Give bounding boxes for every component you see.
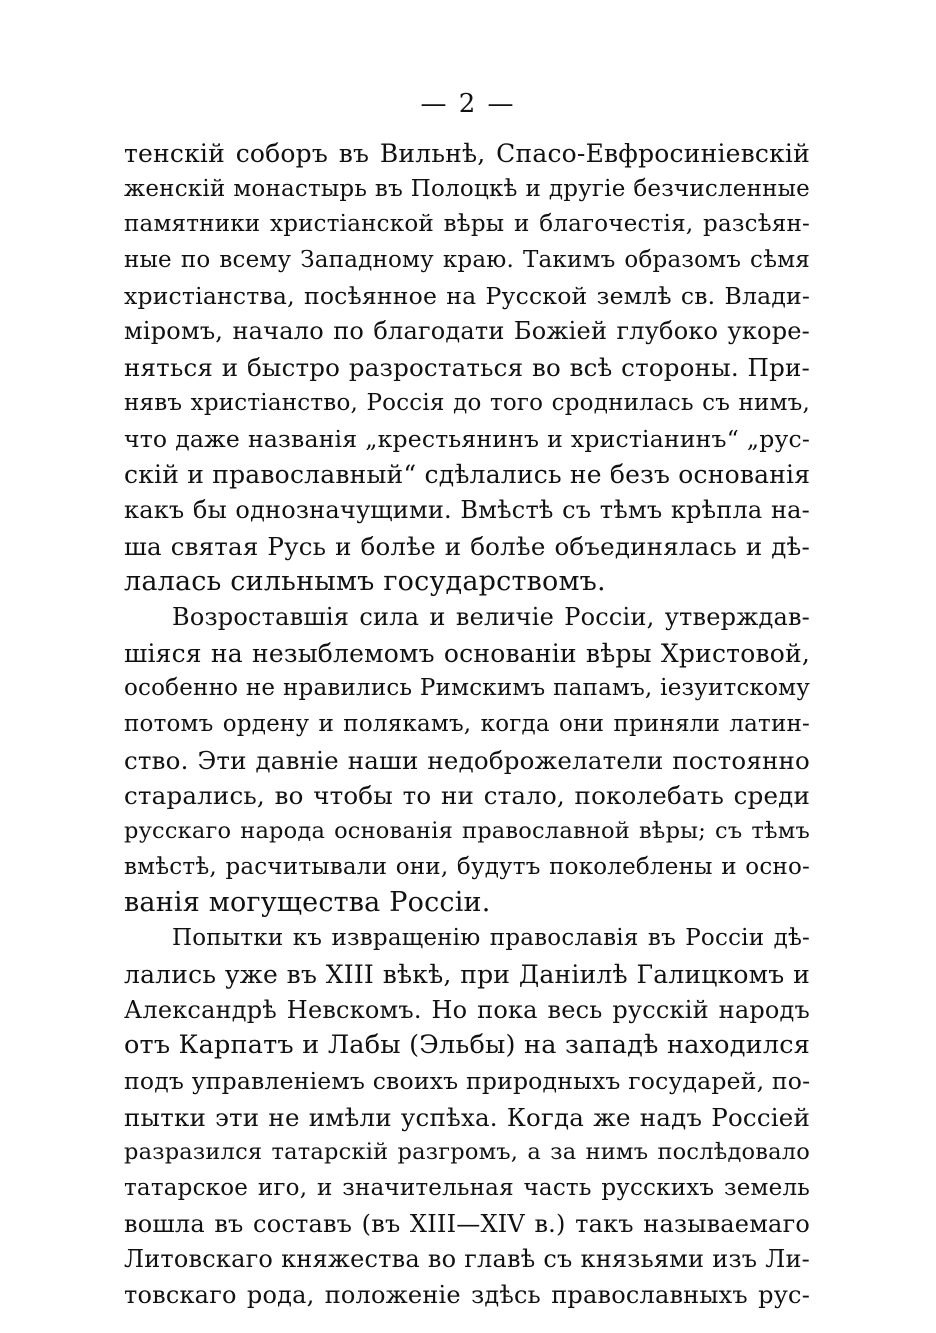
text-line: особенно не нравились Римскимъ папамъ, іезуитскому [124,675,810,702]
text-line: Попытки къ извращенію православія въ Россіи дѣ- [172,925,810,952]
body-text [124,136,810,1314]
text-line: ные по всему Западному краю. Такимъ образомъ сѣмя [124,247,810,274]
text-line: русскаго народа основанія православной вѣры; съ тѣмъ [124,818,810,845]
text-line: отъ Карпатъ и Лабы (Эльбы) на западѣ находился [124,1030,810,1061]
text-line: ство. Эти давніе наши недоброжелатели постоянно [124,745,810,775]
text-line: вмѣстѣ, расчитывали они, будутъ поколеблены и осно- [124,853,810,880]
text-line: Литовскаго княжества во главѣ съ князьями изъ Ли- [124,1245,810,1274]
text-line: старались, во чтобы то ни стало, поколебать среди [124,781,810,811]
text-line: Возроставшія сила и величіе Россіи, утверждав- [172,602,810,631]
text-line: памятники христіанской вѣры и благочестія, разсѣян- [124,211,810,238]
text-line: какъ бы однозначущими. Вмѣстѣ съ тѣмъ крѣпла на- [124,495,810,524]
text-line: ванія могущества Россіи. [124,887,491,919]
paragraph [124,136,810,600]
text-line: разразился татарскій разгромъ, а за нимъ послѣдовало [124,1139,810,1166]
paragraph [124,921,810,1314]
text-line: няться и быстро разростаться во всѣ стороны. При- [124,353,810,383]
text-line: вошла въ составъ (въ XIII—XIV в.) такъ называемаго [124,1209,810,1238]
text-line: нявъ христіанство, Россія до того сроднилась съ нимъ, [124,389,810,416]
text-line: что даже названія „крестьянинъ и христіанинъ“ „рус- [124,424,810,453]
text-line: христіанства, посѣянное на Русской землѣ св. Влади- [124,281,810,310]
paragraph [124,600,810,921]
text-line: товскаго рода, положеніе здѣсь православныхъ рус- [124,1281,810,1309]
text-line: татарское иго, и значительная часть русскихъ земель [124,1174,810,1201]
text-line: лались уже въ XIII вѣкѣ, при Даніилѣ Галицкомъ и [124,959,810,989]
text-line: пытки эти не имѣли успѣха. Когда же надъ Россіей [124,1102,810,1132]
text-line: скій и православный“ сдѣлались не безъ основанія [124,460,811,490]
text-line: Александрѣ Невскомъ. Но пока весь русскій народъ [124,995,810,1024]
text-line: міромъ, начало по благодати Божіей глубоко укоре- [124,317,810,346]
text-line: тенскій соборъ въ Вильнѣ, Спасо-Евфросиніевскій [124,139,810,168]
text-line: женскій монастырь въ Полоцкѣ и другіе безчисленные [124,175,810,202]
text-line: подъ управленіемъ своихъ природныхъ государей, по- [124,1066,811,1095]
text-line: шіяся на незыблемомъ основаніи вѣры Христовой, [124,638,810,668]
text-line: потомъ ордену и полякамъ, когда они приняли латин- [124,711,810,737]
text-line: лалась сильнымъ государствомъ. [124,566,606,598]
page-number: — 2 — [420,89,516,119]
text-line: ша святая Русь и болѣе и болѣе объединялась и дѣ- [124,531,810,561]
